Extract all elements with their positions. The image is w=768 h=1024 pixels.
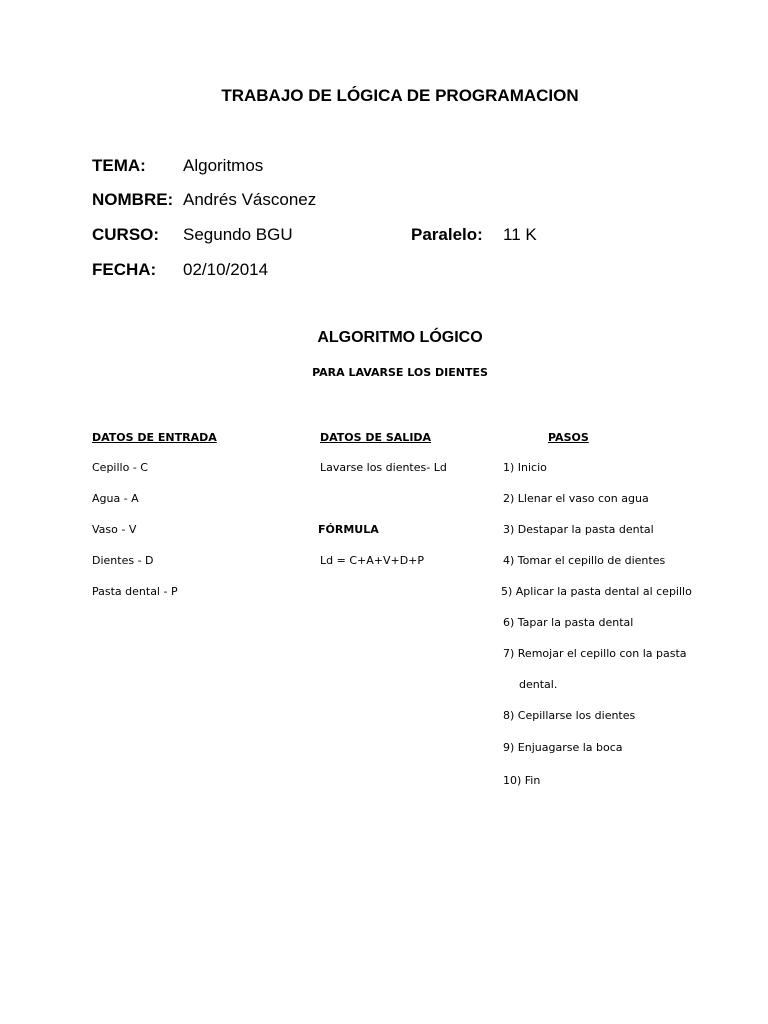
- step-item: 4) Tomar el cepillo de dientes: [503, 554, 666, 567]
- fecha-value: 02/10/2014: [183, 260, 269, 279]
- step-item: 7) Remojar el cepillo con la pasta: [503, 647, 687, 660]
- step-item: 6) Tapar la pasta dental: [503, 616, 634, 629]
- nombre-label: NOMBRE:: [92, 190, 174, 209]
- formula-label: FÓRMULA: [318, 523, 379, 536]
- nombre-value: Andrés Vásconez: [183, 190, 317, 209]
- input-item: Vaso - V: [92, 523, 137, 536]
- formula: Ld = C+A+V+D+P: [320, 554, 425, 567]
- inputs-header: DATOS DE ENTRADA: [92, 431, 217, 444]
- step-item: 8) Cepillarse los dientes: [503, 709, 636, 722]
- step-item: 2) Llenar el vaso con agua: [503, 492, 649, 505]
- step-item: 5) Aplicar la pasta dental al cepillo: [501, 585, 692, 598]
- paralelo-value: 11 K: [503, 225, 537, 244]
- fecha-label: FECHA:: [92, 260, 157, 279]
- input-item: Pasta dental - P: [92, 585, 178, 598]
- curso-label: CURSO:: [92, 225, 160, 244]
- outputs-header: DATOS DE SALIDA: [320, 431, 432, 444]
- input-item: Cepillo - C: [92, 461, 148, 474]
- step-item: 1) Inicio: [503, 461, 547, 474]
- input-item: Dientes - D: [92, 554, 154, 567]
- step-item: 10) Fin: [503, 774, 541, 787]
- section-title: ALGORITMO LÓGICO: [317, 329, 483, 346]
- steps-header: PASOS: [548, 431, 589, 444]
- section-subtitle: PARA LAVARSE LOS DIENTES: [312, 366, 488, 379]
- output-item: Lavarse los dientes- Ld: [320, 461, 447, 474]
- document-title: TRABAJO DE LÓGICA DE PROGRAMACION: [221, 86, 579, 105]
- step-item: 9) Enjuagarse la boca: [503, 741, 623, 754]
- input-item: Agua - A: [92, 492, 139, 505]
- tema-label: TEMA:: [92, 156, 146, 175]
- step-item-continuation: dental.: [519, 678, 558, 691]
- tema-value: Algoritmos: [183, 156, 264, 175]
- step-item: 3) Destapar la pasta dental: [503, 523, 654, 536]
- paralelo-label: Paralelo:: [411, 225, 483, 244]
- curso-value: Segundo BGU: [183, 225, 293, 244]
